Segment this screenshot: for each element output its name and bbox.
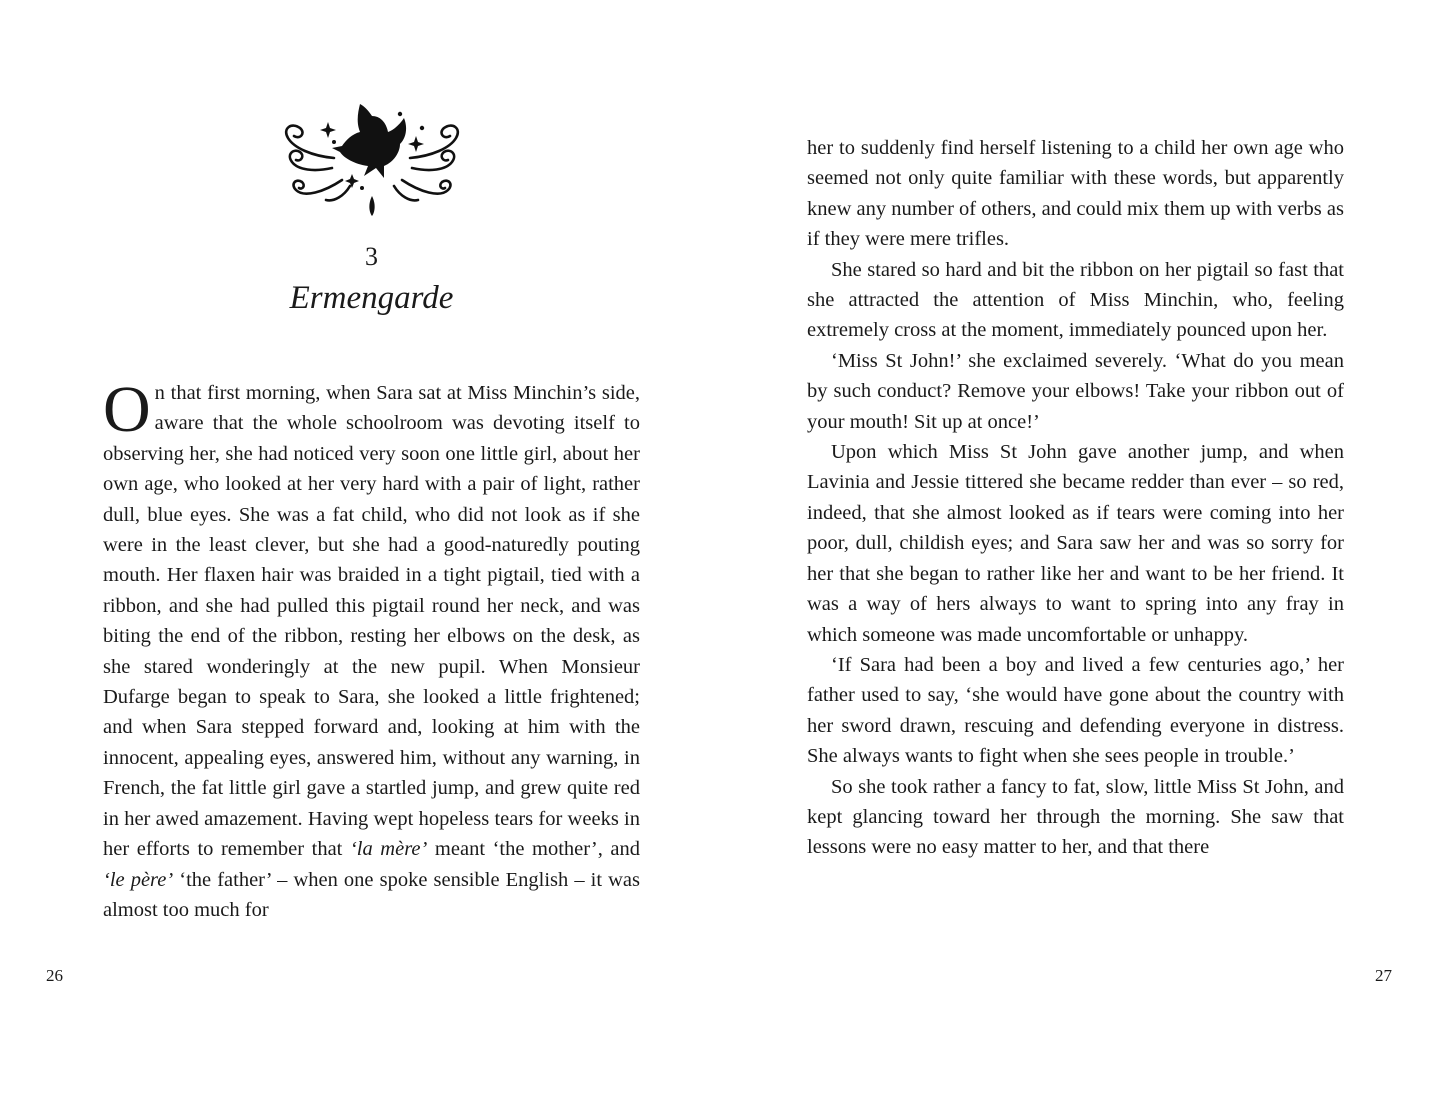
- paragraph: Upon which Miss St John gave another jump, and when Lavinia and Jessie tittered she became redder than ever – so red, indeed, that she almost looked as if tears were coming into her poor, dull, childish eyes; and Sara saw her and was so sorry for her that she began to rather like her and want to be her friend. It was a way of hers always to want to spring into any fray in which someone was made uncomfortable or unhappy.: [807, 441, 1344, 646]
- opening-paragraph: [103, 373, 640, 925]
- right-body-text: [807, 133, 1344, 863]
- paragraph: She stared so hard and bit the ribbon on her pigtail so fast that she attracted the attention of Miss Minchin, who, feeling extremely cross at the moment, immediately pounced upon her.: [807, 258, 1344, 342]
- page-number-right: 27: [1375, 966, 1392, 985]
- page-number-left: 26: [46, 966, 63, 985]
- french-phrase: ‘la mère’: [349, 838, 428, 861]
- paragraph: ‘Miss St John!’ she exclaimed severely. ‘What do you mean by such conduct? Remove your elbows! Take your ribbon out of your mouth! Sit up at once!’: [807, 349, 1344, 433]
- paragraph: ‘If Sara had been a boy and lived a few centuries ago,’ her father used to say, ‘she would have gone about the country with her sword drawn, rescuing and defending everyone in distress. She always wants to fight when she sees people in trouble.’: [807, 653, 1344, 768]
- paragraph-text: n that first morning, when Sara sat at Miss Minchin’s side, aware that the whole schoolroom was devoting itself to observing her, she had noticed very soon one little girl, about her own age, who looked at her very hard with a pair of light, rather dull, blue eyes. She was a fat child, who did not look as if she were in the least clever, but she had a good-naturedly pouting mouth. Her flaxen hair was braided in a tight pigtail, tied with a ribbon, and she had pulled this pigtail round her neck, and was biting the end of the ribbon, resting her elbows on the desk, as she stared wonderingly at the new pupil. When Monsieur Dufarge began to speak to Sara, she looked a little frightened; and when Sara stepped forward and, looking at him with the innocent, appealing eyes, answered him, without any warning, in French, the fat little girl gave a startled jump, and grew quite red in her awed amazement. Having wept hopeless tears for weeks in her efforts to remember that: [103, 382, 640, 861]
- chapter-number: 3: [365, 242, 378, 271]
- paragraph: So she took rather a fancy to fat, slow, little Miss St John, and kept glancing toward her through the morning. She saw that lessons were no easy matter to her, and that there: [807, 775, 1344, 859]
- french-phrase: ‘le père’: [103, 868, 174, 891]
- drop-cap: O: [103, 373, 151, 446]
- dove-flourish-icon: [272, 96, 472, 216]
- left-body-text: [103, 373, 640, 925]
- paragraph-text: meant ‘the mother’, and: [427, 838, 640, 861]
- paragraph-text: ‘the father’ – when one spoke sensible English – it was almost too much for: [103, 868, 640, 921]
- paragraph: her to suddenly find herself listening to a child her own age who seemed not only quite familiar with these words, but apparently knew any number of others, and could mix them up with verbs as if they were mere trifles.: [807, 137, 1344, 251]
- chapter-title: Ermengarde: [289, 280, 454, 316]
